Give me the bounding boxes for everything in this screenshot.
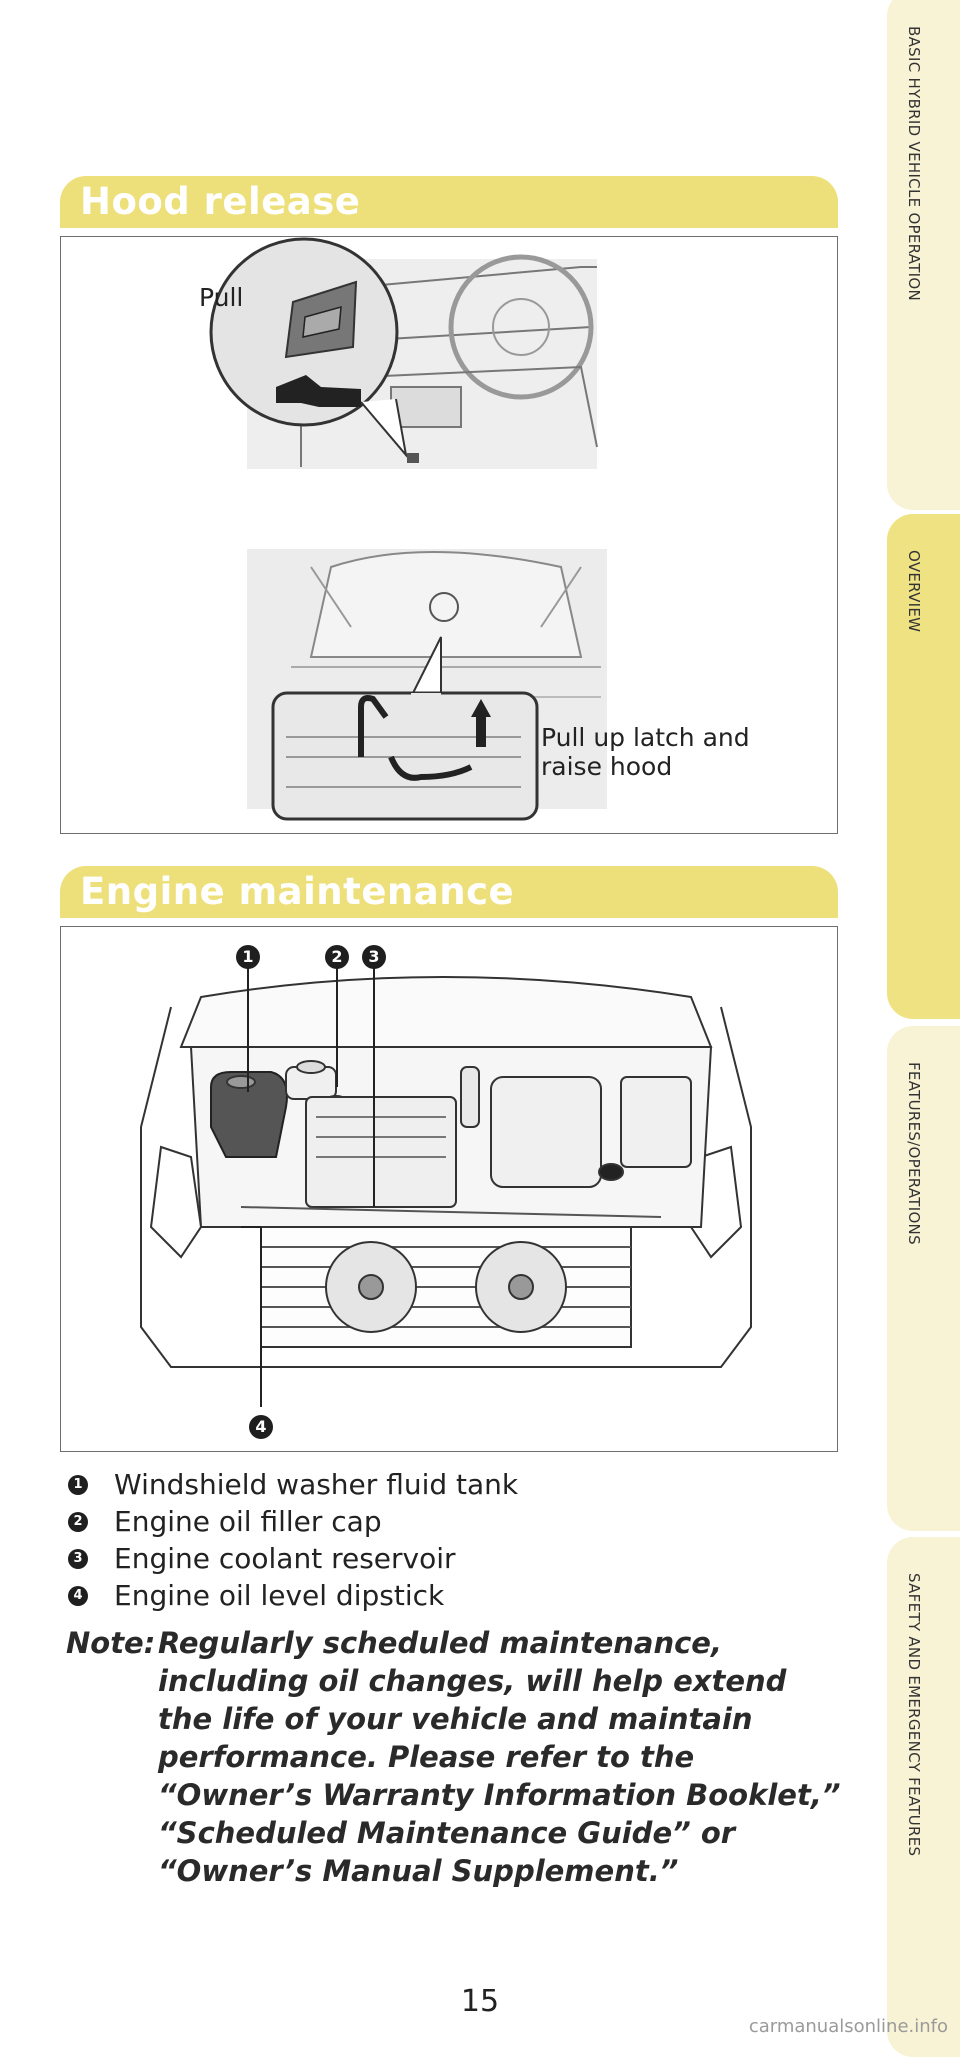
note-body: Regularly scheduled maintenance, including oil changes, will help extend the life of your vehicle and maintain performance. Please refer to the “Owner’s Warranty Information Booklet,” “Scheduled Maintenance Guide” or “Owner’s Manual Supplement.” (158, 1626, 841, 1888)
engine-figure (60, 926, 838, 1452)
legend-number-1: 1 (68, 1475, 88, 1495)
legend-number-3: 3 (68, 1549, 88, 1569)
side-tab-label: FEATURES/OPERATIONS (905, 1062, 923, 1245)
side-tab-label: SAFETY AND EMERGENCY FEATURES (905, 1573, 923, 1857)
pull-label: Pull (199, 283, 244, 312)
legend-text: Engine coolant reservoir (114, 1542, 456, 1575)
latch-label-line2: raise hood (541, 752, 673, 781)
page-number: 15 (460, 1984, 500, 2019)
legend-text: Engine oil filler cap (114, 1505, 382, 1538)
legend-number-2: 2 (68, 1512, 88, 1532)
side-tab-label: OVERVIEW (905, 550, 923, 633)
legend-text: Engine oil level dipstick (114, 1579, 445, 1612)
callout-4: 4 (249, 1415, 273, 1439)
maintenance-note (66, 1624, 846, 1890)
watermark: carmanualsonline.info (748, 2016, 948, 2037)
side-tab-features[interactable] (887, 1026, 960, 1531)
callout-2: 2 (325, 945, 349, 969)
side-tab-basic-hybrid[interactable] (887, 0, 960, 510)
side-tab-label: BASIC HYBRID VEHICLE OPERATION (905, 26, 923, 302)
note-prefix: Note: (66, 1626, 156, 1660)
hood-release-figure (60, 236, 838, 834)
legend-number-4: 4 (68, 1586, 88, 1606)
latch-label-line1: Pull up latch and (541, 723, 750, 752)
engine-illustration (61, 927, 836, 1450)
callout-1: 1 (236, 945, 260, 969)
side-tab-overview[interactable] (887, 514, 960, 1019)
engine-maintenance-header: Engine maintenance (60, 866, 838, 918)
hood-release-header: Hood release (60, 176, 838, 228)
side-tab-safety[interactable] (887, 1537, 960, 2057)
legend-text: Windshield washer fluid tank (114, 1468, 519, 1501)
callout-3: 3 (362, 945, 386, 969)
